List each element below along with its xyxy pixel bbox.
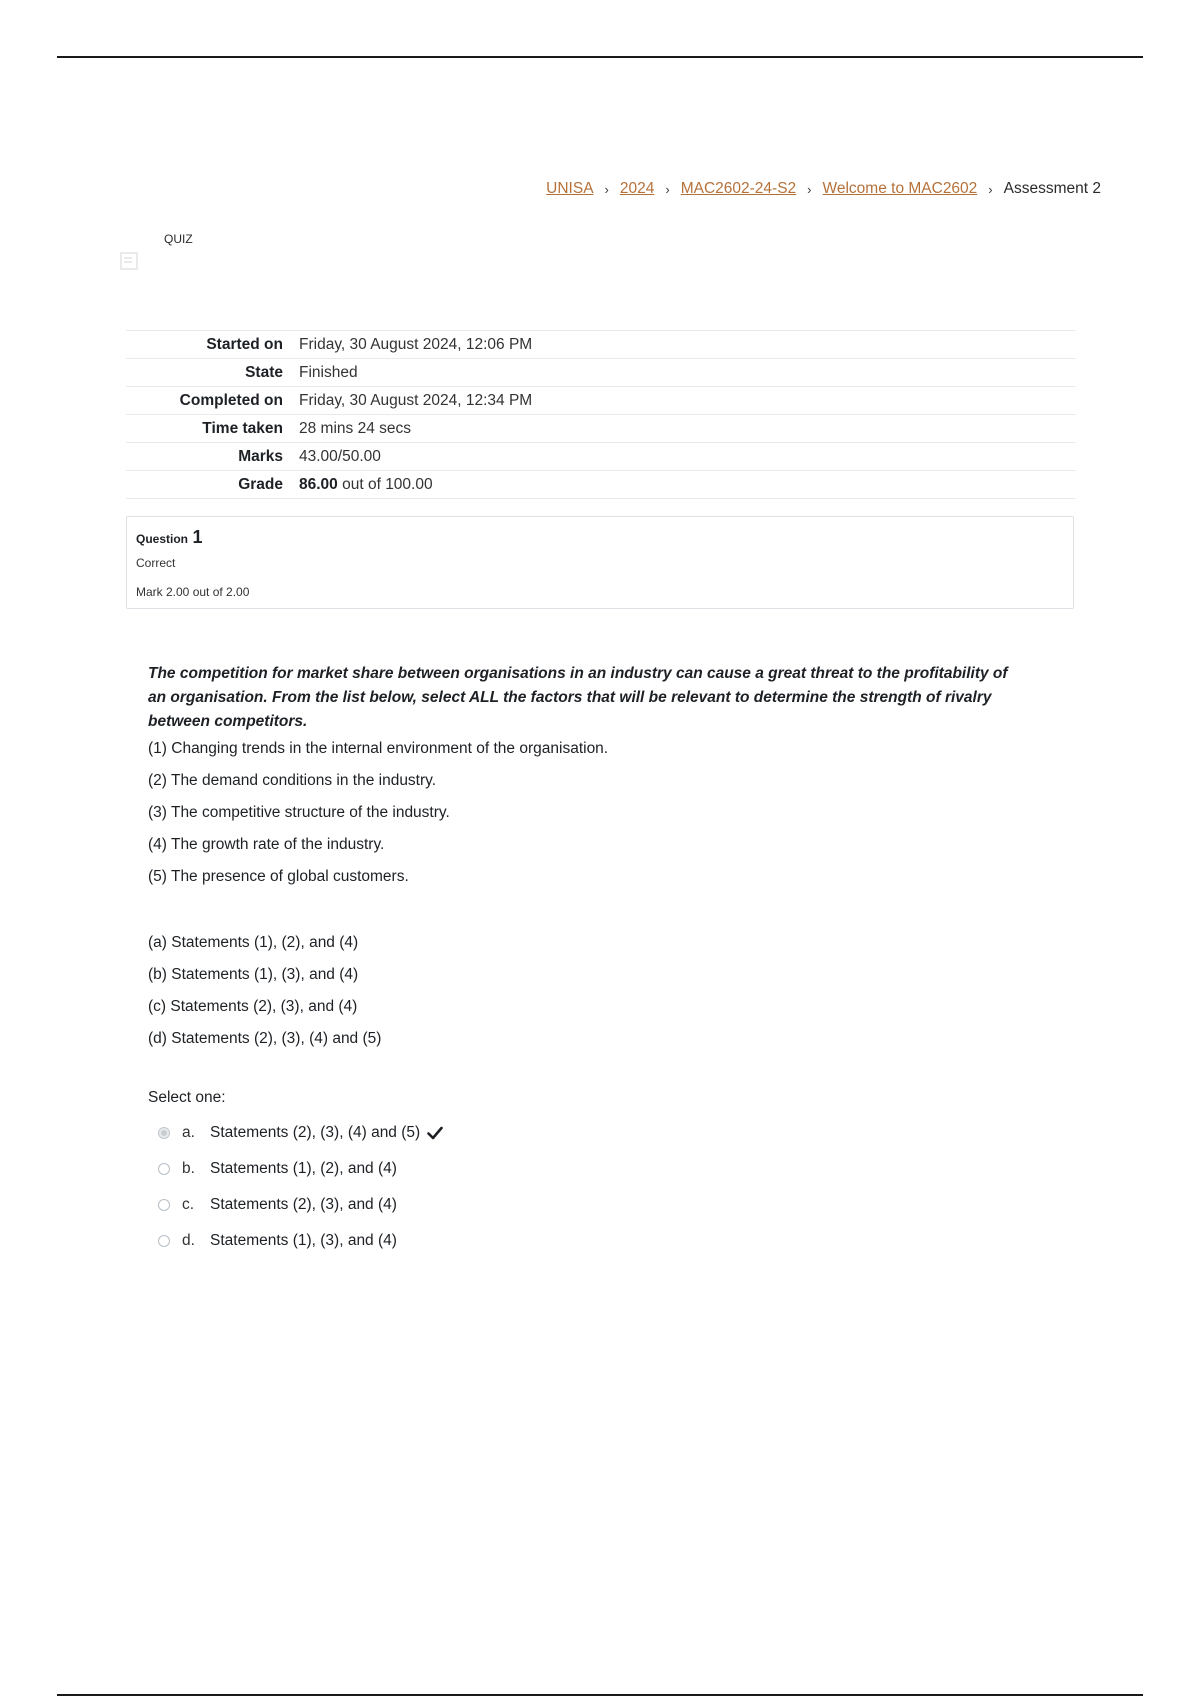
answer-letter: d.: [182, 1232, 195, 1249]
summary-value: 43.00/50.00: [299, 447, 381, 465]
answer-option-b[interactable]: [158, 1151, 443, 1187]
question-state: Correct: [136, 556, 176, 570]
breadcrumb-link-year[interactable]: 2024: [619, 180, 655, 197]
question-number-value: 1: [192, 527, 203, 547]
activity-type-label: QUIZ: [164, 232, 193, 246]
summary-row-state: [126, 359, 1076, 387]
summary-row-started: [126, 331, 1076, 359]
breadcrumb-current: Assessment 2: [1003, 180, 1101, 197]
attempt-summary-table: [126, 330, 1076, 499]
summary-label: Completed on: [179, 391, 283, 409]
choice-item: (d) Statements (2), (3), (4) and (5): [148, 1030, 382, 1047]
choice-item: (a) Statements (1), (2), and (4): [148, 934, 359, 951]
answer-text: Statements (1), (2), and (4): [210, 1160, 397, 1177]
checkmark-icon: [427, 1126, 443, 1140]
summary-value: Finished: [299, 363, 358, 381]
question-number: [136, 527, 1064, 548]
chevron-right-icon: ›: [807, 181, 812, 197]
chevron-right-icon: ›: [604, 181, 609, 197]
summary-label: Marks: [238, 447, 283, 465]
choice-item: (b) Statements (1), (3), and (4): [148, 966, 359, 983]
quiz-icon: [120, 252, 138, 270]
answer-option-c[interactable]: [158, 1187, 443, 1223]
answer-text: Statements (2), (3), and (4): [210, 1196, 397, 1213]
answer-text: Statements (1), (3), and (4): [210, 1232, 397, 1249]
summary-row-completed: [126, 387, 1076, 415]
answer-option-a[interactable]: [158, 1115, 443, 1151]
answer-letter: b.: [182, 1160, 195, 1177]
bottom-rule: [57, 1694, 1143, 1696]
grade-score: 86.00: [299, 475, 338, 493]
summary-value: 28 mins 24 secs: [299, 419, 411, 437]
question-mark: Mark 2.00 out of 2.00: [136, 585, 250, 599]
select-one-label: Select one:: [148, 1089, 226, 1106]
answer-letter: a.: [182, 1124, 195, 1141]
question-text: [148, 662, 1018, 1062]
radio-button-selected[interactable]: [158, 1127, 170, 1139]
answer-options: [158, 1115, 443, 1259]
breadcrumb-link-unisa[interactable]: UNISA: [546, 180, 594, 197]
summary-label: State: [245, 363, 283, 381]
answer-text: Statements (2), (3), (4) and (5): [210, 1124, 421, 1141]
statement-item: (1) Changing trends in the internal environment of the organisation.: [148, 740, 609, 757]
radio-button[interactable]: [158, 1163, 170, 1175]
summary-label: Time taken: [202, 419, 283, 437]
statement-item: (3) The competitive structure of the industry.: [148, 804, 450, 821]
top-rule: [57, 56, 1143, 58]
radio-button[interactable]: [158, 1235, 170, 1247]
spacer: [148, 900, 1018, 934]
breadcrumb: [546, 180, 1101, 198]
summary-value: Friday, 30 August 2024, 12:06 PM: [299, 335, 533, 353]
summary-value: Friday, 30 August 2024, 12:34 PM: [299, 391, 533, 409]
summary-label: Grade: [238, 475, 283, 493]
choice-item: (c) Statements (2), (3), and (4): [148, 998, 358, 1015]
grade-out-of: out of 100.00: [337, 475, 433, 493]
answer-option-d[interactable]: [158, 1223, 443, 1259]
question-label: Question: [136, 532, 189, 546]
statement-item: (5) The presence of global customers.: [148, 868, 409, 885]
summary-row-marks: [126, 443, 1076, 471]
breadcrumb-link-section[interactable]: Welcome to MAC2602: [822, 180, 978, 197]
summary-value: [299, 471, 1076, 499]
statement-item: (2) The demand conditions in the industry.: [148, 772, 437, 789]
breadcrumb-link-course[interactable]: MAC2602-24-S2: [680, 180, 797, 197]
summary-row-grade: [126, 471, 1076, 499]
radio-button[interactable]: [158, 1199, 170, 1211]
summary-label: Started on: [206, 335, 283, 353]
statement-item: (4) The growth rate of the industry.: [148, 836, 385, 853]
answer-letter: c.: [182, 1196, 195, 1213]
question-prompt: The competition for market share between organisations in an industry can cause a great threat to the profitability of an organisation. From the list below, select ALL the factors that will be relevant to determine the strength of rivalry between competitors.: [148, 665, 1008, 730]
question-info-box: [126, 516, 1074, 609]
chevron-right-icon: ›: [665, 181, 670, 197]
chevron-right-icon: ›: [988, 181, 993, 197]
summary-row-time-taken: [126, 415, 1076, 443]
